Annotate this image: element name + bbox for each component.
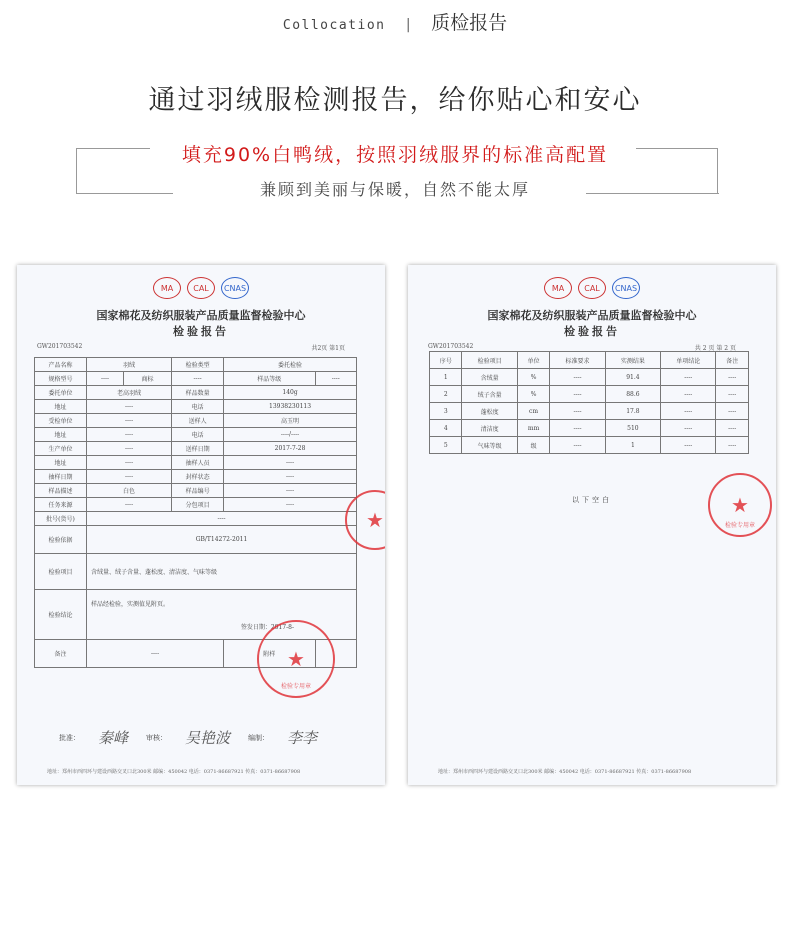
table-row: 受检单位 ---- 送样人 高玉明 — [35, 414, 357, 428]
conclusion-text: 样品经检验，实测值见附页。 — [91, 600, 170, 608]
table-row: 产品名称 羽绒 检验类型 委托检验 — [35, 358, 357, 372]
reviewer-signature: 吴艳波 — [185, 729, 231, 747]
table-row: 1 含绒量 % ---- 91.4 ---- ---- — [430, 369, 749, 386]
section-header — [0, 8, 790, 35]
cnas-logo-icon: CNAS — [612, 277, 640, 299]
table-row: 地址 ---- 抽样人员 ---- — [35, 456, 357, 470]
report-subtitle: 检验报告 — [173, 325, 229, 338]
table-row: 2 绒子含量 % ---- 88.6 ---- ---- — [430, 386, 749, 403]
table-row: 地址 ---- 电话 13938230113 — [35, 400, 357, 414]
star-icon: ★ — [287, 647, 305, 671]
star-icon: ★ — [731, 493, 749, 517]
table-row: 规格型号 ---- 商标 ---- 样品等级 ---- — [35, 372, 357, 386]
below-blank-note: 以下空白 — [572, 496, 612, 504]
results-table — [429, 351, 749, 454]
cert-logos — [408, 277, 776, 299]
table-row: 检验依据 GB/T14272-2011 — [35, 526, 357, 554]
page-indicator: 共2页 第1页 — [311, 345, 345, 352]
cma-logo-icon: MA — [544, 277, 572, 299]
signature-row: 批准： 秦峰 审核： 吴艳波 编制： 李李 — [59, 729, 318, 747]
report-subtitle: 检验报告 — [564, 325, 620, 338]
table-row: 抽样日期 ---- 封样状态 ---- — [35, 470, 357, 484]
highlight-text: 填充90%白鸭绒，按照羽绒服界的标准高配置 — [181, 144, 609, 166]
report-title: 国家棉花及纺织服装产品质量监督检验中心 — [487, 309, 697, 322]
report-number: GW201703542 — [428, 343, 474, 350]
cert-logos — [17, 277, 385, 299]
star-icon: ★ — [366, 508, 384, 532]
page-indicator: 共 2 页 第 2 页 — [694, 345, 736, 352]
table-row: 样品描述 白色 样品编号 ---- — [35, 484, 357, 498]
table-row: 委托单位 老高羽绒 样品数量 140g — [35, 386, 357, 400]
table-row: 地址 ---- 电话 ----/---- — [35, 428, 357, 442]
table-header-row: 序号 检验项目 单位 标准要求 实测结果 单项结论 备注 — [430, 352, 749, 369]
compiler-signature: 李李 — [287, 729, 318, 747]
cma-logo-icon: MA — [153, 277, 181, 299]
table-row: 备注 ---- 附样 — [35, 640, 357, 668]
table-row: 检验项目 含绒量、绒子含量、蓬松度、清洁度、气味等级 — [35, 554, 357, 590]
footer-address: 地址：郑州市西四环与建设西路交叉口北300米 邮编：450042 电话：0371-86687921 传真：0371-86687908 — [47, 769, 301, 775]
cal-logo-icon: CAL — [187, 277, 215, 299]
table-row: 3 蓬松度 cm ---- 17.8 ---- ---- — [430, 403, 749, 420]
report-page-1 — [17, 265, 385, 785]
table-row: 检验结论 样品经检验，实测值见附页。 签发日期：2017-8- — [35, 590, 357, 640]
table-row: 5 气味等级 级 ---- 1 ---- ---- — [430, 437, 749, 454]
report-number: GW201703542 — [37, 343, 83, 350]
header-chinese: 质检报告 — [431, 12, 508, 34]
report-title: 国家棉花及纺织服装产品质量监督检验中心 — [96, 309, 306, 322]
report-page-2 — [408, 265, 776, 785]
header-separator: | — [405, 17, 411, 33]
side-stamp: ★ 检验专用章 — [708, 473, 772, 537]
table-row: 4 清洁度 mm ---- 510 ---- ---- — [430, 420, 749, 437]
header-english: Collocation — [282, 18, 386, 33]
approver-signature: 秦峰 — [98, 729, 129, 747]
cnas-logo-icon: CNAS — [221, 277, 249, 299]
headline: 通过羽绒服检测报告，给你贴心和安心 — [148, 85, 642, 116]
official-stamp: ★ 检验专用章 — [257, 620, 335, 698]
subline-text: 兼顾到美丽与保暖，自然不能太厚 — [259, 180, 530, 199]
table-row: 批号(货号) ---- — [35, 512, 357, 526]
footer-address: 地址：郑州市西四环与建设西路交叉口北300米 邮编：450042 电话：0371-86687921 传真：0371-86687908 — [438, 769, 692, 775]
issue-date: 签发日期：2017-8- — [240, 623, 294, 631]
cal-logo-icon: CAL — [578, 277, 606, 299]
table-row: 任务来源 ---- 分包项目 ---- — [35, 498, 357, 512]
table-row: 生产单位 ---- 送样日期 2017-7-28 — [35, 442, 357, 456]
